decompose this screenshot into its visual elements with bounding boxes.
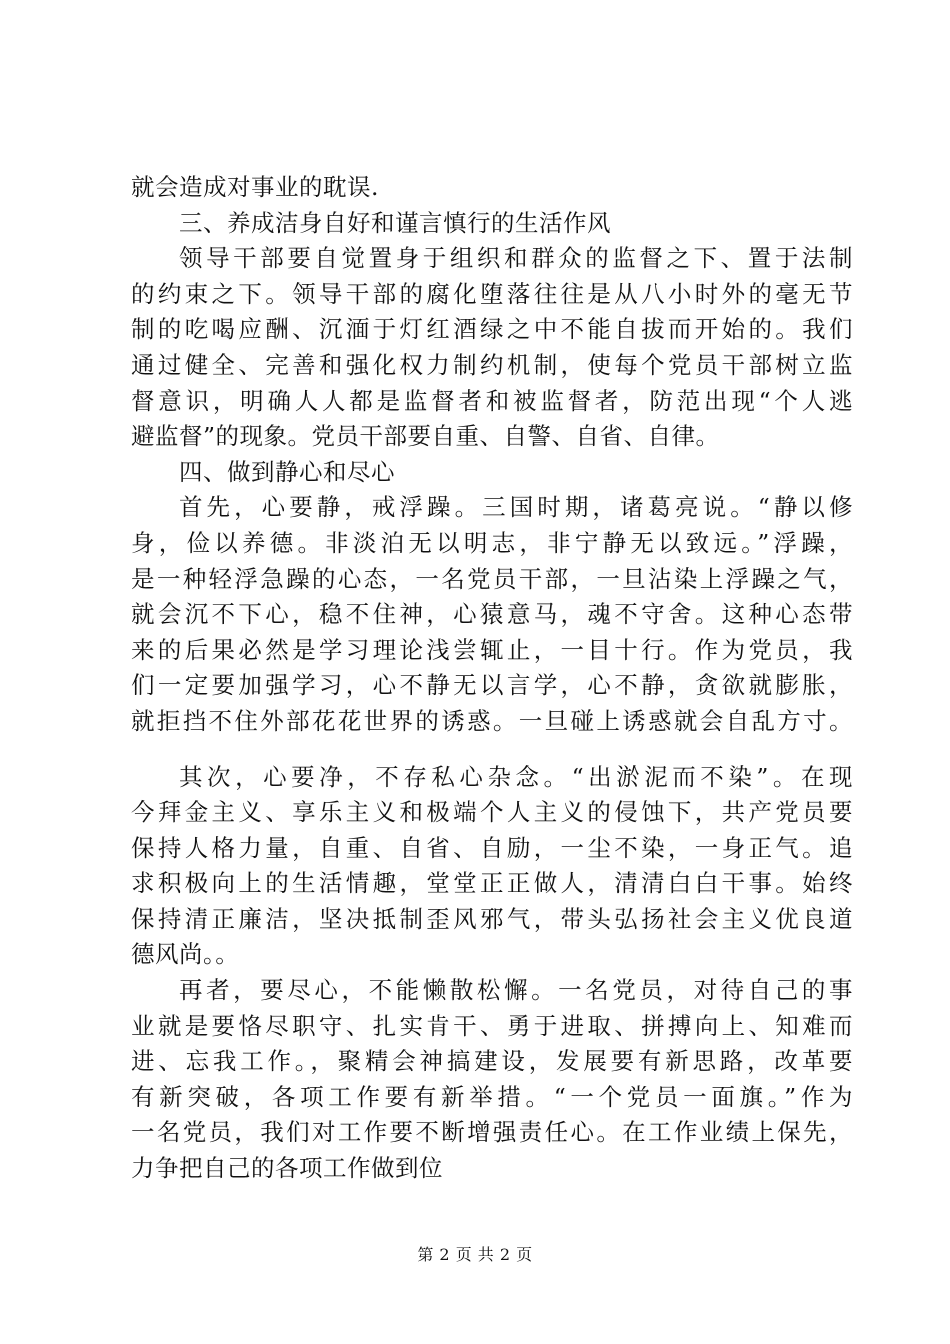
text-line: 业就是要恪尽职守、扎实肯干、勇于进取、拼搏向上、知难而 [131,1011,853,1040]
text-line: 就会沉不下心，稳不住神，心猿意马，魂不守舍。这种心态带 [131,600,853,629]
text-line: 的约束之下。领导干部的腐化堕落往往是从八小时外的毫无节 [131,279,853,308]
text-line: 制的吃喝应酬、沉湎于灯红酒绿之中不能自拔而开始的。我们 [131,315,853,344]
text-line: 避监督”的现象。党员干部要自重、自警、自省、自律。 [131,422,720,451]
document-body [131,170,853,1187]
text-line: 领导干部要自觉置身于组织和群众的监督之下、置于法制 [179,244,853,273]
text-line: 一名党员，我们对工作要不断增强责任心。在工作业绩上保先， [131,1118,853,1147]
text-line: 求积极向上的生活情趣，堂堂正正做人，清清白白干事。始终 [131,869,853,898]
text-line: 再者，要尽心，不能懒散松懈。一名党员，对待自己的事 [179,976,853,1005]
text-line: 保持清正廉洁，坚决抵制歪风邪气，带头弘扬社会主义优良道 [131,904,853,933]
text-line: 是一种轻浮急躁的心态，一名党员干部，一旦沾染上浮躁之气， [131,564,853,593]
text-line: 力争把自己的各项工作做到位 [131,1154,443,1183]
text-line: 保持人格力量，自重、自省、自励，一尘不染，一身正气。追 [131,833,853,862]
section-heading: 四、做到静心和尽心 [179,457,395,486]
page-number-footer: 第 2 页 共 2 页 [417,1245,533,1264]
text-line: 进、忘我工作。，聚精会神搞建设，发展要有新思路，改革要 [131,1047,853,1076]
text-line: 来的后果必然是学习理论浅尝辄止，一目十行。作为党员，我 [131,635,853,664]
text-line: 就会造成对事业的耽误. [131,173,379,201]
text-line: 首先，心要静，戒浮躁。三国时期，诸葛亮说。“静以修 [179,493,853,522]
text-line: 德风尚。。 [131,940,240,969]
text-line: 其次，心要净，不存私心杂念。“出淤泥而不染”。在现 [179,762,853,791]
text-line: 今拜金主义、享乐主义和极端个人主义的侵蚀下，共产党员要 [131,798,853,827]
text-line: 有新突破，各项工作要有新举措。“一个党员一面旗。”作为 [131,1082,853,1111]
text-line: 们一定要加强学习，心不静无以言学，心不静，贪欲就膨胀， [131,671,853,700]
paragraph-gap [131,740,831,760]
text-line: 身，俭以养德。非淡泊无以明志，非宁静无以致远。”浮躁， [131,528,853,557]
text-line: 通过健全、完善和强化权力制约机制，使每个党员干部树立监 [131,350,853,379]
text-line: 就拒挡不住外部花花世界的诱惑。一旦碰上诱惑就会自乱方寸。 [131,706,853,735]
text-line: 督意识，明确人人都是监督者和被监督者，防范出现“个人逃 [131,386,853,415]
section-heading: 三、养成洁身自好和谨言慎行的生活作风 [179,208,611,237]
